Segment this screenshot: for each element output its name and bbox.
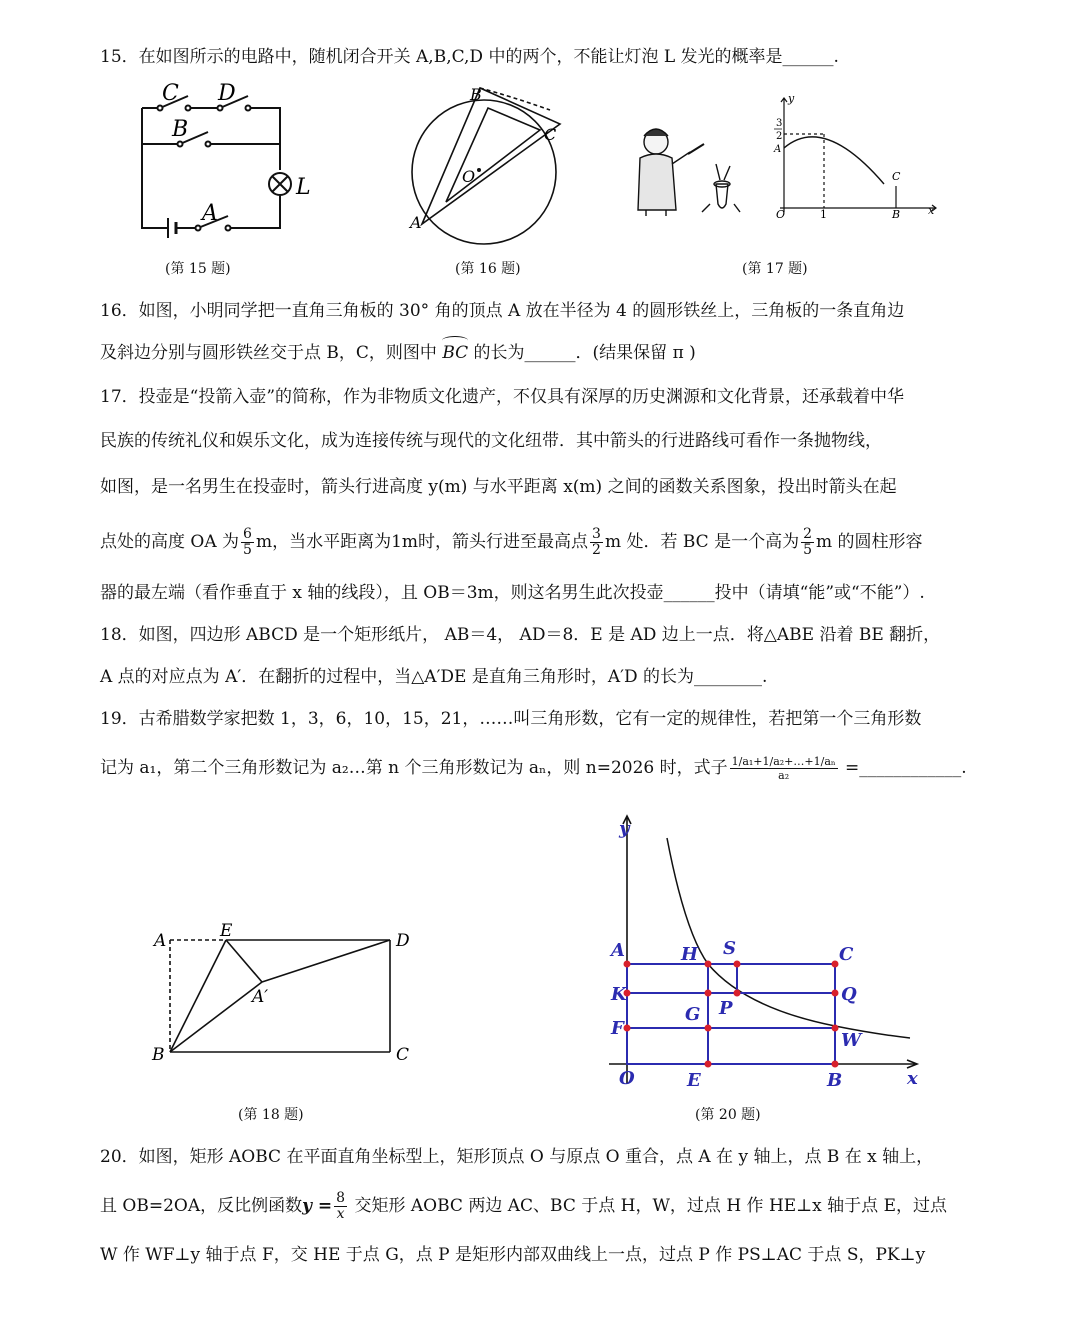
caption-17: (第 17 题) bbox=[742, 261, 808, 277]
fig17-label-o: O bbox=[776, 208, 786, 221]
q20-line2: 且 OB=2OA，反比例函数y = $\frac{8}{x}$ 交矩形 AOBC 两边 AC、BC 于点 H，W，过点 H 作 HE⊥x 轴于点 E，过点 bbox=[100, 1190, 947, 1222]
q17-line5: 器的最左端（看作垂直于 x 轴的线段），且 OB＝3m，则这名男生此次投壶______投中（请填“能”或“不能”）. bbox=[100, 583, 925, 603]
q18-line2: A 点的对应点为 A′．在翻折的过程中，当△A′DE 是直角三角形时，A′D 的长为________. bbox=[100, 667, 768, 687]
rectangle-fold-figure bbox=[150, 918, 420, 1068]
frac-6-5: $\frac{6}{5}$ bbox=[243, 526, 252, 558]
fig20-label-o: O bbox=[619, 1068, 635, 1089]
fig16-label-c: C bbox=[544, 125, 557, 144]
fig17-tick-2: 2 bbox=[776, 131, 783, 142]
arc-bc: BC bbox=[442, 340, 468, 366]
q16-line2 bbox=[100, 340, 990, 366]
q15-text: 15．在如图所示的电路中，随机闭合开关 A,B,C,D 中的两个，不能让灯泡 L 发光的概率是______. bbox=[100, 47, 839, 67]
fig16-label-a: A bbox=[410, 213, 422, 232]
fig17-label-b: B bbox=[892, 208, 901, 221]
q17-line2: 民族的传统礼仪和娱乐文化，成为连接传统与现代的文化纽带．其中箭头的行进路线可看作一条抛物线， bbox=[100, 431, 882, 451]
fig20-label-k: K bbox=[611, 984, 627, 1005]
fig18-label-a: A bbox=[154, 931, 167, 951]
fig20-label-a: A bbox=[611, 940, 625, 961]
q19-line1: 19．古希腊数学家把数 1，3，6，10，15，21，……叫三角形数，它有一定的规律性，若把第一个三角形数 bbox=[100, 709, 922, 729]
boy-illustration bbox=[638, 129, 704, 216]
fig20-label-p: P bbox=[719, 998, 733, 1019]
q20-line1: 20．如图，矩形 AOBC 在平面直角坐标型上，矩形顶点 O 与原点 O 重合，点 A 在 y 轴上，点 B 在 x 轴上， bbox=[100, 1147, 934, 1167]
touhu-graph-figure bbox=[630, 92, 950, 222]
fig18-label-ap: A′ bbox=[252, 987, 269, 1007]
circle-triangle-figure bbox=[400, 78, 580, 246]
fig18-label-c: C bbox=[396, 1045, 410, 1065]
fig20-label-b: B bbox=[827, 1070, 843, 1091]
q16-line2-b: 的长为______．(结果保留 π ) bbox=[468, 343, 696, 363]
fig15-label-c: C bbox=[162, 81, 179, 106]
fig15-label-d: D bbox=[218, 81, 236, 106]
fig17-label-x: x bbox=[928, 204, 935, 217]
fig15-label-l: L bbox=[296, 175, 311, 200]
q20-line3: W 作 WF⊥y 轴于点 F，交 HE 于点 G，点 P 是矩形内部双曲线上一点，过点 P 作 PS⊥AC 于点 S，PK⊥y bbox=[100, 1245, 926, 1265]
q17-line4: 点处的高度 OA 为 $\frac{6}{5}$ m，当水平距离为1m时，箭头行进至最高点 $\frac{3}{2}$ m 处．若 BC 是一个高为 $\frac{2}{5}$ m 的圆柱形容 bbox=[100, 526, 923, 558]
fig17-label-a: A bbox=[774, 144, 782, 155]
pot-illustration bbox=[702, 164, 740, 212]
circuit-figure bbox=[130, 78, 320, 246]
fig20-label-q: Q bbox=[841, 984, 857, 1005]
fig20-label-h: H bbox=[681, 944, 699, 965]
q16-line1: 16．如图，小明同学把一直角三角板的 30° 角的顶点 A 放在半径为 4 的圆形铁丝上，三角板的一条直角边 bbox=[100, 301, 905, 321]
hyperbola-rectangle-figure bbox=[605, 812, 935, 1098]
caption-15: (第 15 题) bbox=[165, 261, 231, 277]
fig18-label-d: D bbox=[396, 931, 410, 951]
frac-8-x: $\frac{8}{x}$ bbox=[336, 1190, 346, 1222]
fig20-label-s: S bbox=[723, 938, 736, 959]
q17-line1: 17．投壶是“投箭入壶”的简称，作为非物质文化遗产，不仅具有深厚的历史渊源和文化背景，还承载着中华 bbox=[100, 387, 905, 407]
fig20-label-x: x bbox=[907, 1068, 918, 1089]
caption-20: (第 20 题) bbox=[695, 1107, 761, 1123]
fig20-label-w: W bbox=[841, 1030, 862, 1051]
q20-func-y: y = bbox=[302, 1196, 333, 1216]
q19-line2: 记为 a₁，第二个三角形数记为 a₂…第 n 个三角形数记为 aₙ，则 n=2026 时，式子 $\frac{\text{1/a₁+1/a₂+…+1/aₙ}}{\text{a₂}}$ =____________. bbox=[100, 755, 967, 782]
frac-sum: $\frac{\text{1/a₁+1/a₂+…+1/aₙ}}{\text{a₂}}$ bbox=[731, 755, 836, 782]
fig17-label-1: 1 bbox=[820, 208, 827, 221]
fig18-label-e: E bbox=[220, 921, 233, 941]
fig20-label-g: G bbox=[685, 1004, 701, 1025]
fig16-label-o: O bbox=[462, 167, 476, 186]
fig20-label-y: y bbox=[619, 818, 630, 839]
frac-3-2: $\frac{3}{2}$ bbox=[592, 526, 601, 558]
fig15-label-b: B bbox=[172, 117, 189, 142]
frac-2-5: $\frac{2}{5}$ bbox=[803, 526, 813, 558]
fig18-label-b: B bbox=[152, 1045, 165, 1065]
q16-line2-a: 及斜边分别与圆形铁丝交于点 B，C，则图中 bbox=[100, 343, 443, 363]
fig17-label-c: C bbox=[892, 170, 901, 183]
fig16-label-b: B bbox=[470, 85, 482, 104]
fig20-label-f: F bbox=[611, 1018, 624, 1039]
caption-16: (第 16 题) bbox=[455, 261, 521, 277]
q18-line1: 18．如图，四边形 ABCD 是一个矩形纸片， AB＝4， AD＝8．E 是 AD 边上一点．将△ABE 沿着 BE 翻折， bbox=[100, 625, 941, 645]
fig17-label-y: y bbox=[788, 92, 795, 105]
q17-line3: 如图，是一名男生在投壶时，箭头行进高度 y(m) 与水平距离 x(m) 之间的函数关系图象，投出时箭头在起 bbox=[100, 477, 897, 497]
fig20-label-c: C bbox=[839, 944, 854, 965]
fig17-tick-3: 3 bbox=[776, 118, 783, 129]
caption-18: (第 18 题) bbox=[238, 1107, 304, 1123]
fig15-label-a: A bbox=[202, 201, 218, 226]
fig20-label-e: E bbox=[687, 1070, 701, 1091]
